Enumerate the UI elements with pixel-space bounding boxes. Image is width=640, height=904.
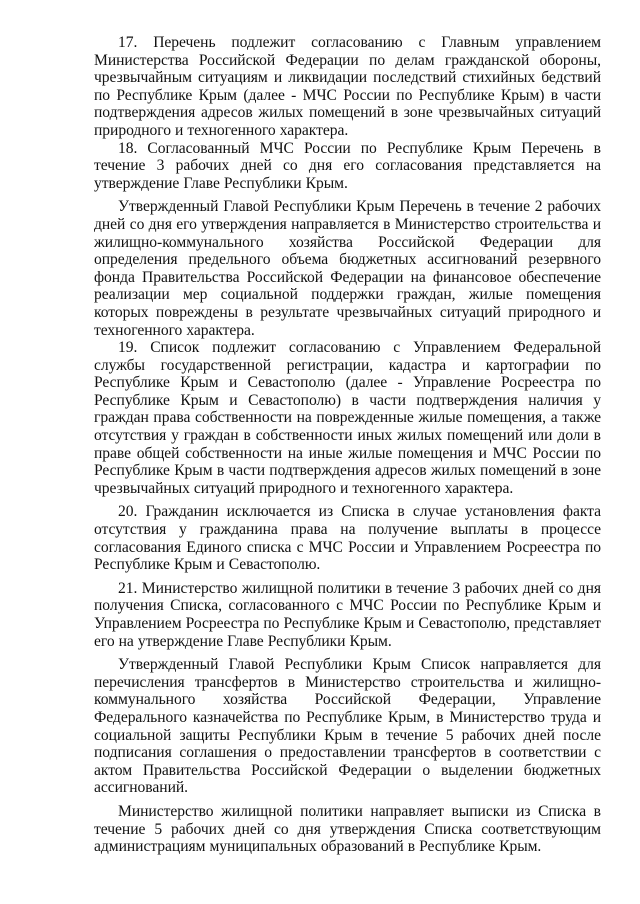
paragraph-21-transfers: Утвержденный Главой Республики Крым Список направляется для перечисления трансфертов в Министерство строительства и жилищно-коммунального хозяйства Российской Федерации, Управление Федерального казначейства по Республике Крым, в Министерство труда и социальной защиты Республики Крым в течение 5 рабочих дней после подписания соглашения о предоставлении трансфертов в соответствии с актом Правительства Российской Федерации о выделении бюджетных ассигнований. xyxy=(94,656,601,797)
paragraph-17: 17. Перечень подлежит согласованию с Главным управлением Министерства Российской Федерации по делам гражданской обороны, чрезвычайным ситуациям и ликвидации последствий стихийных бедствий по Республике Крым (далее - МЧС России по Республике Крым) в части подтверждения адресов жилых помещений в зоне чрезвычайных ситуаций природного и техногенного характера. xyxy=(94,34,601,139)
paragraph-19: 19. Список подлежит согласованию с Управлением Федеральной службы государственной регистрации, кадастра и картографии по Республике Крым и Севастополю (далее - Управление Росреестра по Республике Крым и Севастополю) в части подтверждения наличия у граждан права собственности на поврежденные жилые помещения, а также отсутствия у граждан в собственности иных жилых помещений или доли в праве общей собственности на иные жилые помещения и МЧС России по Республике Крым в части подтверждения адресов жилых помещений в зоне чрезвычайных ситуаций природного и техногенного характера. xyxy=(94,339,601,497)
paragraph-20: 20. Гражданин исключается из Списка в случае установления факта отсутствия у гражданина права на получение выплаты в процессе согласования Единого списка с МЧС России и Управлением Росреестра по Республике Крым и Севастополю. xyxy=(94,503,601,574)
paragraph-18: 18. Согласованный МЧС России по Республике Крым Перечень в течение 3 рабочих дней со дня его согласования представляется на утверждение Главе Республики Крым. xyxy=(94,139,601,192)
paragraph-18-approved-list: Утвержденный Главой Республики Крым Перечень в течение 2 рабочих дней со дня его утверждения направляется в Министерство строительства и жилищно-коммунального хозяйства Российской Федерации для определения предельного объема бюджетных ассигнований резервного фонда Правительства Российской Федерации на финансовое обеспечение реализации мер социальной поддержки граждан, жилые помещения которых повреждены в результате чрезвычайных ситуаций природного и техногенного характера. xyxy=(94,198,601,339)
paragraph-21-extracts: Министерство жилищной политики направляет выписки из Списка в течение 5 рабочих дней со дня утверждения Списка соответствующим администрациям муниципальных образований в Республике Крым. xyxy=(94,802,601,856)
paragraph-21: 21. Министерство жилищной политики в течение 3 рабочих дней со дня получения Списка, согласованного с МЧС России по Республике Крым и Управлением Росреестра по Республике Крым и Севастополю, представляет его на утверждение Главе Республики Крым. xyxy=(94,579,601,650)
